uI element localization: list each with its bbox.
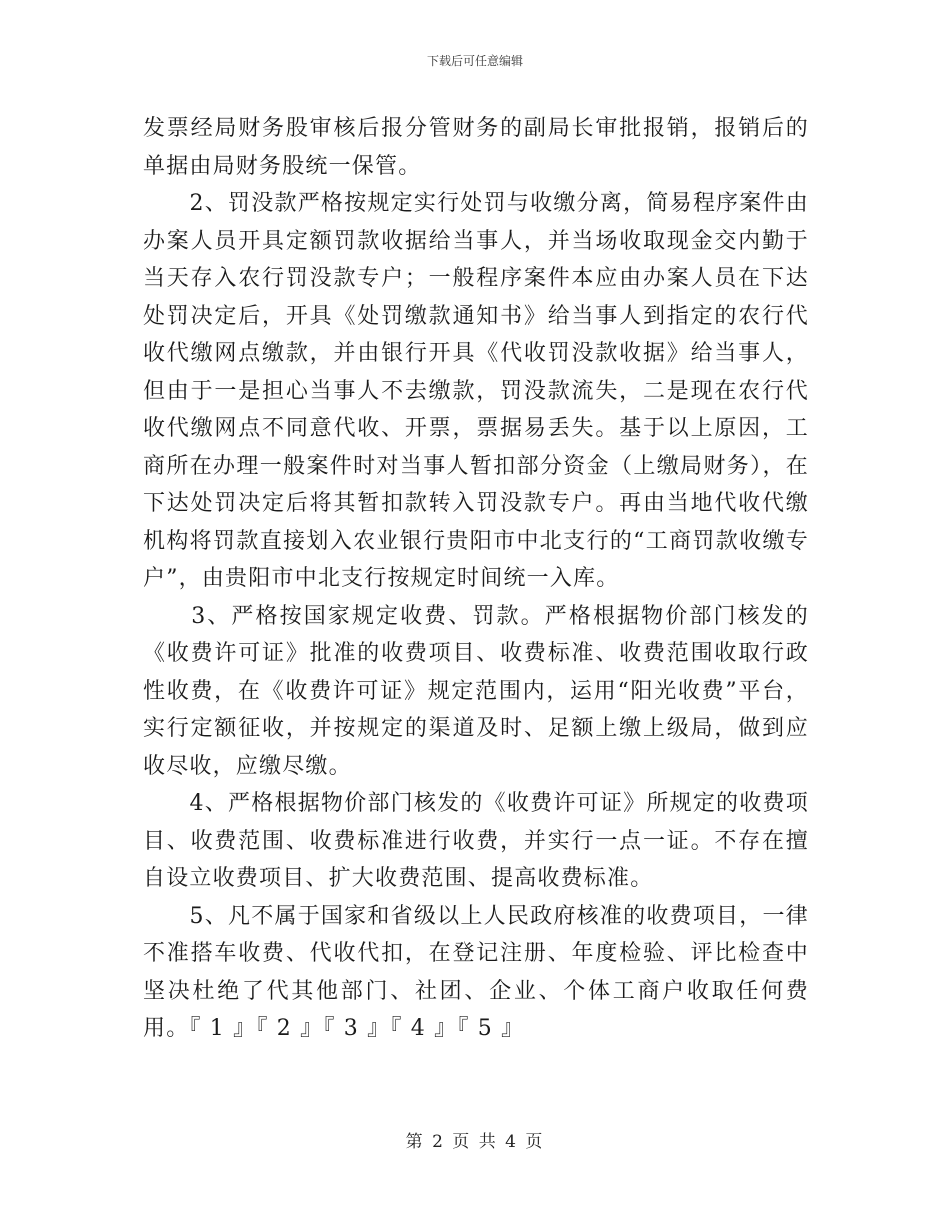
document-body [143, 110, 809, 1048]
paragraph-4: 4、严格根据物价部门核发的《收费许可证》所规定的收费项目、收费范围、收费标准进行收费，并实行一点一证。不存在擅自设立收费项目、扩大收费范围、提高收费标准。 [143, 791, 809, 891]
paragraph-5: 5、凡不属于国家和省级以上人民政府核准的收费项目，一律不准搭车收费、代收代扣，在登记注册、年度检验、评比检查中坚决杜绝了代其他部门、社团、企业、个体工商户收取任何费用。『 1 』『 2 』『 3 』『 4 』『 5 』 [143, 903, 809, 1041]
paragraph-3: 3、严格按国家规定收费、罚款。严格根据物价部门核发的《收费许可证》批准的收费项目、收费标准、收费范围收取行政性收费，在《收费许可证》规定范围内，运用“阳光收费”平台，实行定额征收，并按规定的渠道及时、足额上缴上级局，做到应收尽收，应缴尽缴。 [143, 603, 809, 779]
paragraph-1: 发票经局财务股审核后报分管财务的副局长审批报销，报销后的单据由局财务股统一保管。 [143, 116, 809, 179]
page-footer: 第 2 页 共 4 页 [405, 1132, 545, 1152]
page-header: 下载后可任意编辑 [426, 54, 523, 68]
paragraph-2: 2、罚没款严格按规定实行处罚与收缴分离，简易程序案件由办案人员开具定额罚款收据给当事人，并当场收取现金交内勤于当天存入农行罚没款专户；一般程序案件本应由办案人员在下达处罚决定后，开具《处罚缴款通知书》给当事人到指定的农行代收代缴网点缴款，并由银行开具《代收罚没款收据》给当事人，但由于一是担心当事人不去缴款，罚没款流失，二是现在农行代收代缴网点不同意代收、开票，票据易丢失。基于以上原因，工商所在办理一般案件时对当事人暂扣部分资金（上缴局财务），在下达处罚决定后将其暂扣款转入罚没款专户。再由当地代收代缴机构将罚款直接划入农业银行贵阳市中北支行的“工商罚款收缴专户”，由贵阳市中北支行按规定时间统一入库。 [143, 191, 809, 591]
